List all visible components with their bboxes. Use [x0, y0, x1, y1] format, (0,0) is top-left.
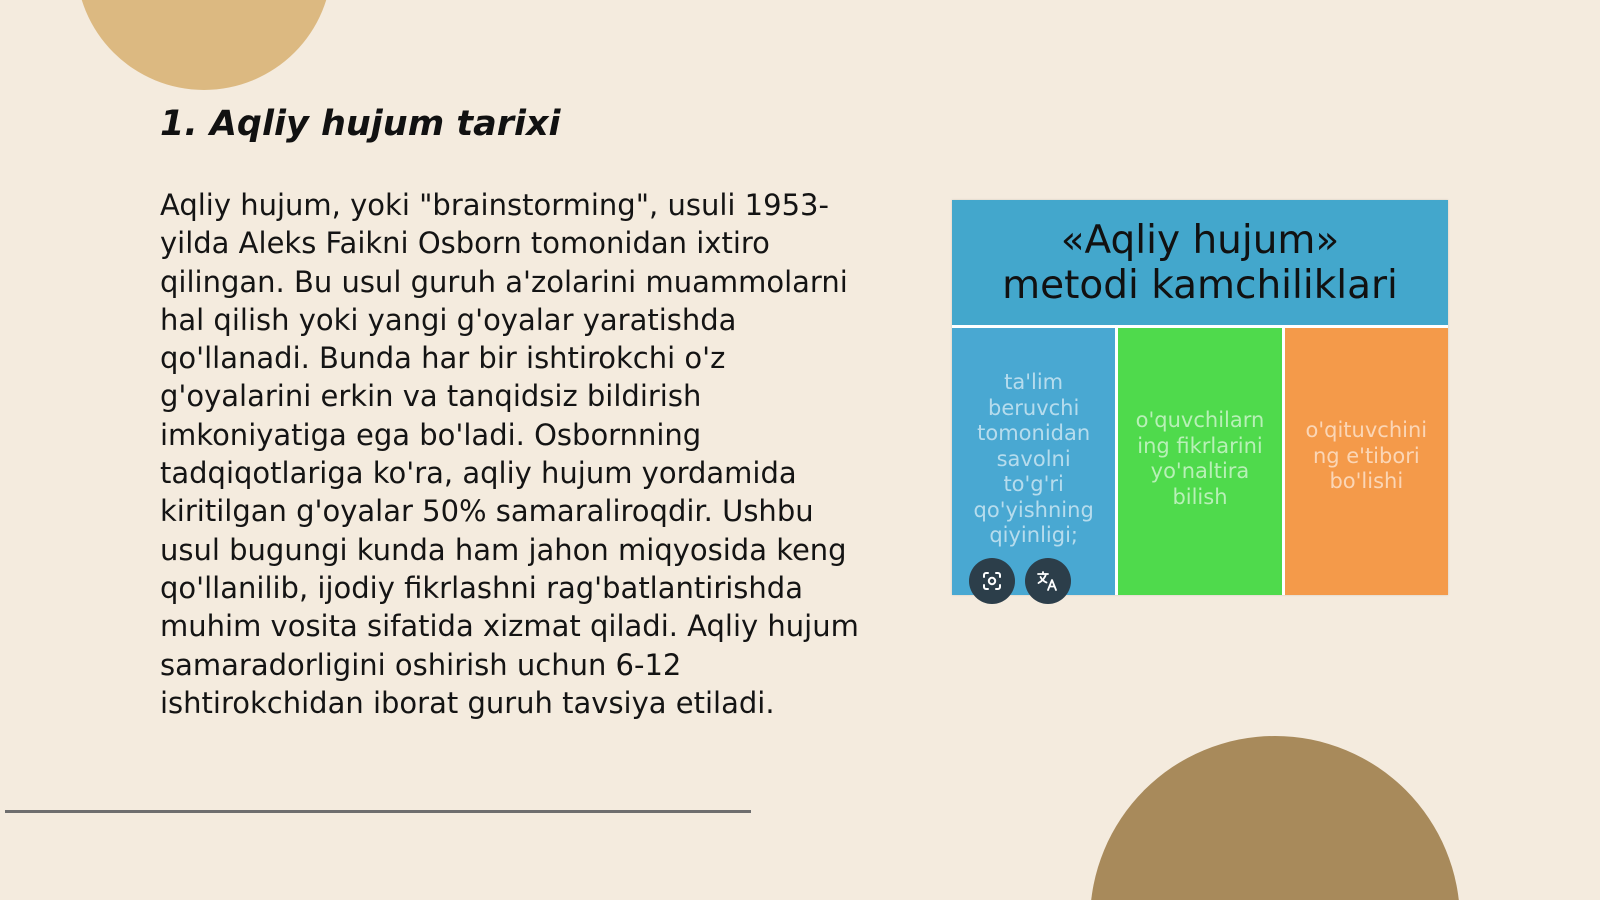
decorative-circle-bottom — [1090, 736, 1460, 900]
infographic-column-1 — [952, 328, 1115, 595]
slide-title: 1. Aqliy hujum tarixi — [160, 104, 561, 144]
infographic-column-2 — [1118, 328, 1281, 595]
infographic-title: «Aqliy hujum» metodi kamchiliklari — [1002, 217, 1398, 308]
decorative-circle-top — [76, 0, 332, 90]
infographic-column-3 — [1285, 328, 1448, 595]
infographic-columns — [952, 328, 1448, 595]
infographic-header — [952, 200, 1448, 325]
translate-button[interactable] — [1025, 558, 1071, 604]
infographic-column-2-text: o'quvchilarn ing fikrlarini yo'naltira bilish — [1135, 408, 1265, 509]
infographic-column-1-text: ta'lim beruvchi tomonidan savolni to'g'ri qo'yishning qiyinligi; — [973, 370, 1094, 547]
infographic-column-3-text: o'qituvchini ng e'tibori bo'lishi — [1305, 418, 1428, 493]
divider-line — [5, 810, 751, 813]
lens-search-button[interactable] — [969, 558, 1015, 604]
translate-icon — [1035, 569, 1061, 593]
lens-search-icon — [980, 569, 1004, 593]
slide-body-text: Aqliy hujum, yoki "brainstorming", usuli 1953-yilda Aleks Faikni Osborn tomonidan ixtiro qilingan. Bu usul guruh a'zolarini muammolarni hal qilish yoki yangi g'oyalar yaratishda qo'llanadi. Bunda har bir ishtirokchi o'z g'oyalarini erkin va tanqidsiz bildirish imkoniyatiga ega bo'ladi. Osbornning tadqiqotlariga ko'ra, aqliy hujum yordamida kiritilgan g'oyalar 50% samaraliroqdir. Ushbu usul bugungi kunda ham jahon miqyosida keng qo'llanilib, ijodiy fikrlashni rag'batlantirishda muhim vosita sifatida xizmat qiladi. Aqliy hujum samaradorligini oshirish uchun 6-12 ishtirokchidan iborat guruh tavsiya etiladi. — [160, 188, 859, 720]
infographic-image — [952, 200, 1448, 595]
